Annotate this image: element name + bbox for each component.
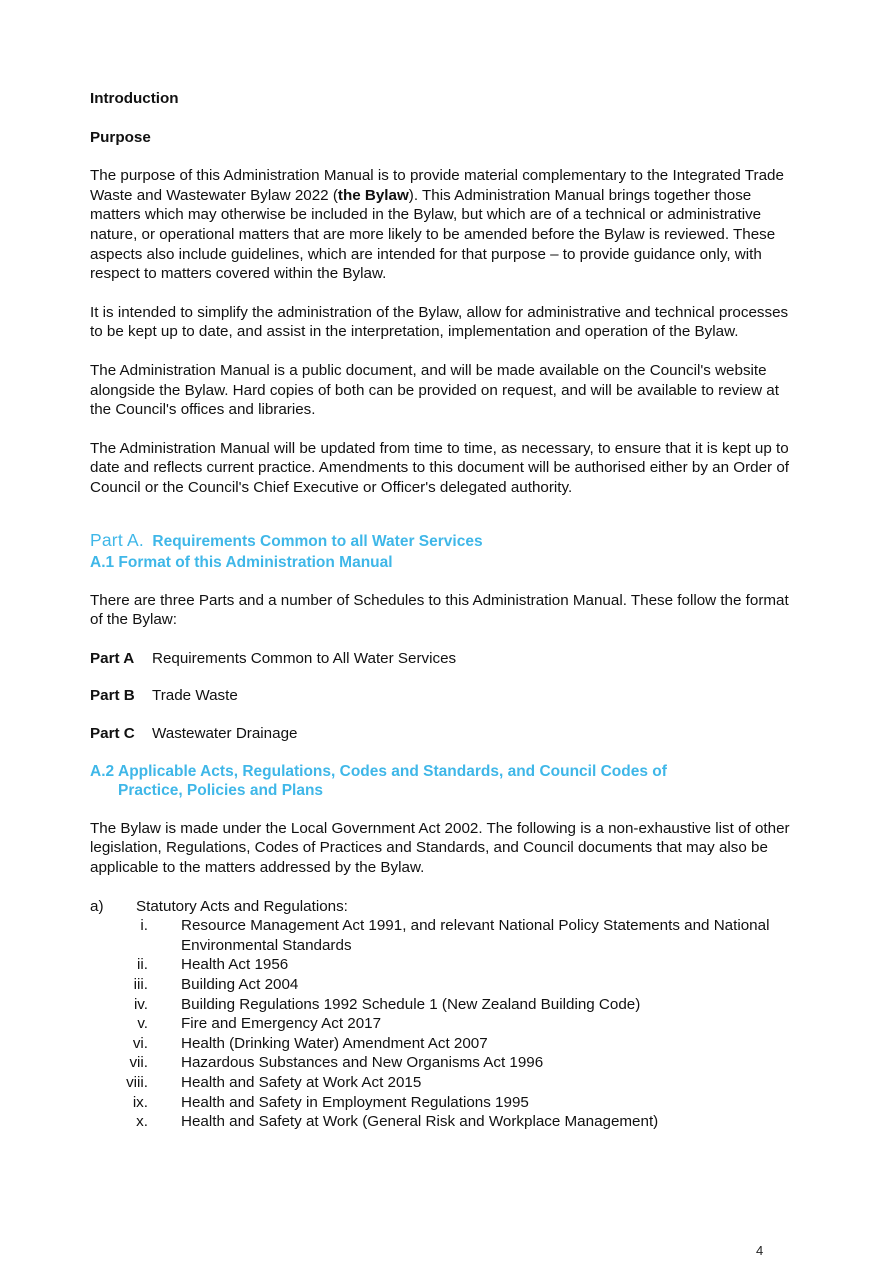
act-text: Building Act 2004 <box>181 976 299 993</box>
page-content <box>90 89 790 1132</box>
list-item <box>90 916 790 955</box>
roman-numeral: viii. <box>126 1073 148 1091</box>
act-text: Resource Management Act 1991, and relevant National Policy Statements and National Environmental Standards <box>181 917 770 954</box>
part-a-title <box>90 531 790 552</box>
part-label: Part C <box>90 725 135 743</box>
list-item <box>90 975 790 995</box>
roman-numeral: ii. <box>137 956 148 974</box>
list-marker: a) <box>90 897 104 915</box>
a2-paragraph: The Bylaw is made under the Local Government Act 2002. The following is a non-exhaustive list of other legislation, Regulations, Codes of Practices and Standards, and Council documents that may also be applicable to the matters addressed by the Bylaw. <box>90 819 790 877</box>
roman-numeral: vi. <box>132 1034 148 1052</box>
purpose-heading: Purpose <box>90 128 151 146</box>
public-document-paragraph: The Administration Manual is a public document, and will be made available on the Council's website alongside the Bylaw. Hard copies of both can be provided on request, and will be available to review at the Council's offices and libraries. <box>90 361 779 419</box>
list-item <box>90 995 790 1015</box>
list-item <box>90 649 790 669</box>
list-item <box>90 955 790 975</box>
roman-numeral: iii. <box>133 976 148 993</box>
act-text: Health and Safety at Work Act 2015 <box>181 1073 422 1091</box>
introduction-heading: Introduction <box>90 90 179 107</box>
a1-paragraph: There are three Parts and a number of Schedules to this Administration Manual. These follow the format of the Bylaw: <box>90 591 789 629</box>
act-text: Building Regulations 1992 Schedule 1 (New Zealand Building Code) <box>181 995 641 1013</box>
purpose-paragraph <box>90 166 790 284</box>
parts-list <box>90 649 790 744</box>
act-text: Health and Safety at Work (General Risk and Workplace Management) <box>181 1113 659 1131</box>
list-item <box>90 1053 790 1073</box>
act-text: Hazardous Substances and New Organisms Act 1996 <box>181 1054 544 1072</box>
part-a-label: Part A. <box>90 529 144 550</box>
act-text: Fire and Emergency Act 2017 <box>181 1015 382 1033</box>
list-heading: Statutory Acts and Regulations: <box>136 897 348 915</box>
updates-paragraph: The Administration Manual will be updated from time to time, as necessary, to ensure that it is kept up to date and reflects current practice. Amendments to this document will be authorised either by an Order of Council or the Council's Chief Executive or Officer's delegated authority. <box>90 439 789 496</box>
part-text: Requirements Common to All Water Services <box>152 649 457 667</box>
roman-numeral: i. <box>140 917 148 935</box>
purpose-text-end: ). This Administration Manual brings together those matters which may otherwise be included in the Bylaw, but which are of a technical or administrative nature, or operational matters that are more likely to be amended before the Bylaw is reviewed. These aspects also include guidelines, which are intended for that purpose – to provide guidance only, with respect to matters covered within the Bylaw. <box>90 186 776 283</box>
roman-numeral: x. <box>136 1113 148 1131</box>
part-text: Wastewater Drainage <box>152 725 298 743</box>
simplify-paragraph: It is intended to simplify the administration of the Bylaw, allow for administrative and technical processes to be kept up to date, and assist in the interpretation, implementation and operation of the Bylaw. <box>90 303 789 341</box>
list-item <box>90 1014 790 1034</box>
part-label: Part B <box>90 687 135 705</box>
roman-numeral: ix. <box>132 1093 148 1111</box>
a2-title-line1: Applicable Acts, Regulations, Codes and Standards, and Council Codes of <box>118 762 667 780</box>
statutory-list-header <box>90 897 790 917</box>
part-label: Part A <box>90 649 135 667</box>
roman-numeral: vii. <box>129 1054 148 1072</box>
part-a-title-text: Requirements Common to all Water Services <box>152 532 483 550</box>
part-text: Trade Waste <box>152 687 238 705</box>
page-number: 4 <box>756 1243 764 1258</box>
list-item <box>90 1034 790 1054</box>
a1-title: A.1 Format of this Administration Manual <box>90 554 393 572</box>
act-text: Health and Safety in Employment Regulations 1995 <box>181 1093 529 1111</box>
list-item <box>90 1073 790 1093</box>
list-item <box>90 1112 790 1132</box>
act-text: Health (Drinking Water) Amendment Act 2007 <box>181 1034 488 1052</box>
a2-number: A.2 <box>90 762 115 780</box>
purpose-text-start: The purpose of this Administration Manual is to provide material complementary to the Integrated Trade Waste and Wastewater Bylaw 2022 ( <box>90 167 784 204</box>
roman-numeral: iv. <box>133 995 148 1013</box>
list-item <box>90 686 790 706</box>
a2-title <box>90 762 790 801</box>
bylaw-term: the Bylaw <box>337 186 409 204</box>
list-item <box>90 724 790 744</box>
acts-list <box>90 916 790 1132</box>
a2-title-line2: Practice, Policies and Plans <box>118 782 324 800</box>
roman-numeral: v. <box>137 1015 148 1033</box>
act-text: Health Act 1956 <box>181 956 289 974</box>
list-item <box>90 1093 790 1113</box>
